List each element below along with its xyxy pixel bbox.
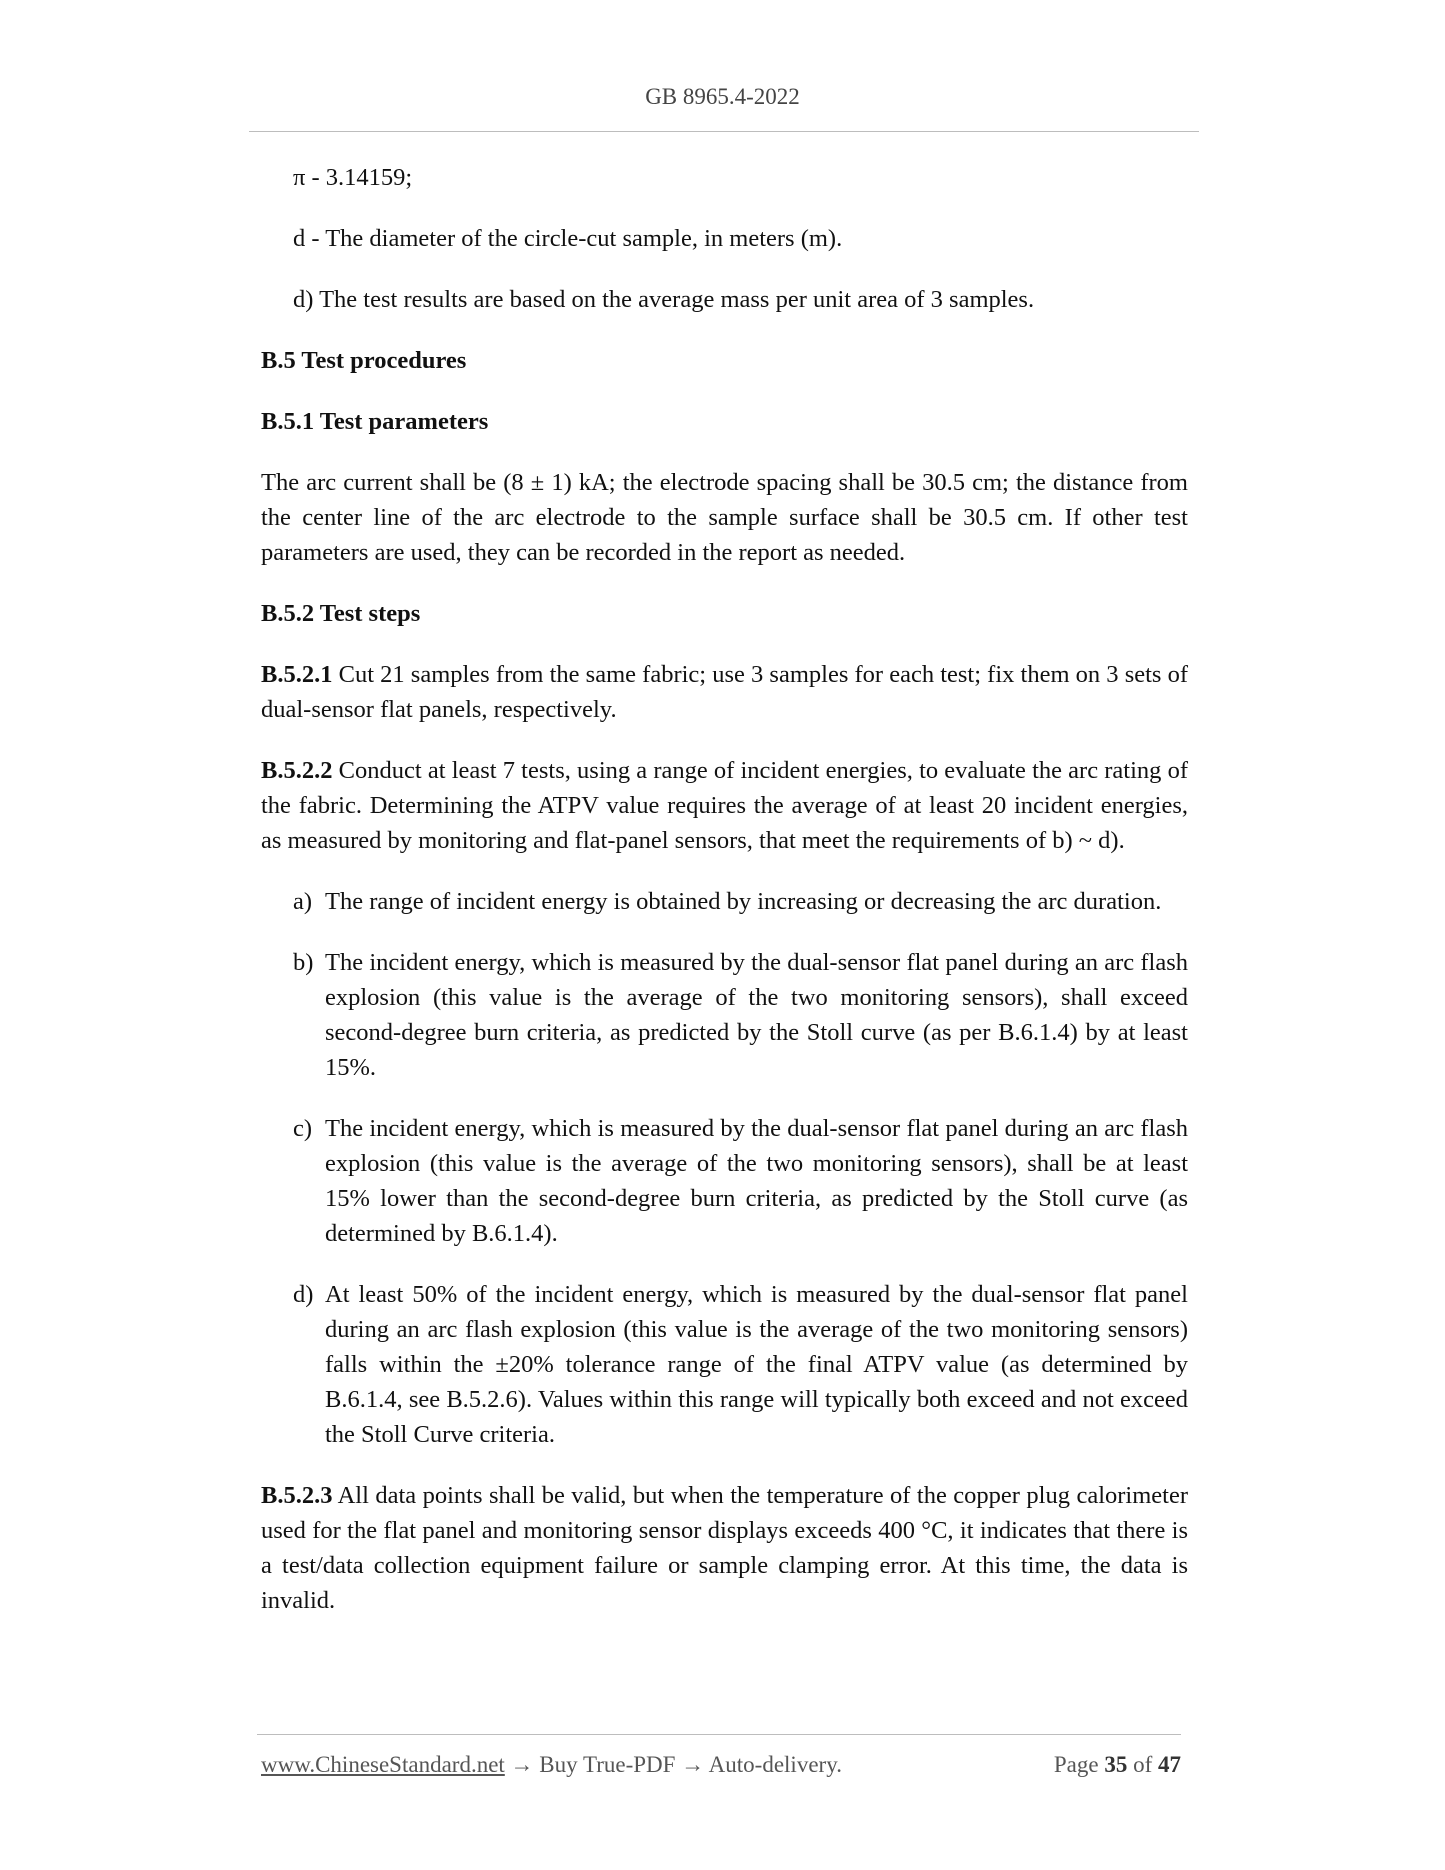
page-label: Page — [1053, 1752, 1099, 1777]
list-item — [293, 884, 1188, 919]
footer-left — [261, 1752, 842, 1778]
list-text: At least 50% of the incident energy, which is measured by the dual-sensor flat panel during an arc flash explosion (this value is the average of the two monitoring sensors) falls within the ±20% tolerance range of the final ATPV value (as determined by B.6.1.4, see B.5.2.6). Values within this range will typically both exceed and not exceed the Stoll Curve criteria. — [325, 1281, 1188, 1448]
clause-number: B.5.2.1 — [261, 661, 333, 688]
auto-delivery-text: Auto-delivery. — [708, 1752, 842, 1777]
page-header-title: GB 8965.4-2022 — [645, 84, 800, 109]
page-current: 35 — [1104, 1752, 1128, 1777]
diameter-definition: d - The diameter of the circle-cut sample, in meters (m). — [293, 225, 843, 252]
website-link[interactable]: www.ChineseStandard.net — [261, 1752, 505, 1777]
clause-text: All data points shall be valid, but when the temperature of the copper plug calorimeter used for the flat panel and monitoring sensor displays exceeds 400 °C, it indicates that there is a test/data collection equipment failure or sample clamping error. At this time, the data is invalid. — [261, 1482, 1188, 1614]
clause-number: B.5.2.2 — [261, 757, 333, 784]
list-marker: d) — [293, 1281, 314, 1308]
average-mass-note: d) The test results are based on the average mass per unit area of 3 samples. — [293, 286, 1035, 313]
list-item — [293, 1111, 1188, 1251]
list-text: The incident energy, which is measured by the dual-sensor flat panel during an arc flash explosion (this value is the average of the two monitoring sensors), shall exceed second-degree burn criteria, as predicted by the Stoll curve (as per B.6.1.4) by at least 15%. — [325, 949, 1188, 1081]
arrow-icon: → — [510, 1752, 534, 1777]
test-parameters-paragraph: The arc current shall be (8 ± 1) kA; the electrode spacing shall be 30.5 cm; the distance from the center line of the arc electrode to the sample surface shall be 30.5 cm. If other test parameters are used, they can be recorded in the report as needed. — [261, 469, 1188, 566]
page-total: 47 — [1158, 1752, 1181, 1777]
buy-true-pdf-text: Buy True-PDF — [539, 1752, 676, 1777]
list-marker: b) — [293, 949, 314, 976]
clause-b521 — [261, 657, 1188, 727]
list-marker: c) — [293, 1115, 313, 1142]
clause-b523 — [261, 1478, 1188, 1618]
list-item — [293, 1277, 1188, 1452]
clause-text: Conduct at least 7 tests, using a range of incident energies, to evaluate the arc rating of the fabric. Determining the ATPV value requires the average of at least 20 incident energies, as measured by monitoring and flat-panel sensors, that meet the requirements of b) ~ d). — [261, 757, 1188, 854]
arrow-icon: → — [681, 1752, 705, 1777]
page-of-label: of — [1133, 1752, 1153, 1777]
footer-divider — [257, 1734, 1181, 1735]
list-text: The range of incident energy is obtained by increasing or decreasing the arc duration. — [325, 888, 1162, 915]
list-marker: a) — [293, 888, 313, 915]
clause-text: Cut 21 samples from the same fabric; use 3 samples for each test; fix them on 3 sets of dual-sensor flat panels, respectively. — [261, 661, 1188, 723]
page-content — [261, 160, 1188, 1644]
section-heading-b5: B.5 Test procedures — [261, 347, 467, 374]
section-heading-b52: B.5.2 Test steps — [261, 600, 421, 627]
header-divider — [249, 131, 1199, 132]
page-indicator — [1054, 1752, 1181, 1778]
pi-definition: π - 3.14159; — [293, 164, 413, 191]
list-text: The incident energy, which is measured by the dual-sensor flat panel during an arc flash explosion (this value is the average of the two monitoring sensors), shall be at least 15% lower than the second-degree burn criteria, as predicted by the Stoll curve (as determined by B.6.1.4). — [325, 1115, 1188, 1247]
section-heading-b51: B.5.1 Test parameters — [261, 408, 489, 435]
list-item — [293, 945, 1188, 1085]
clause-b522 — [261, 753, 1188, 858]
clause-number: B.5.2.3 — [261, 1482, 333, 1509]
